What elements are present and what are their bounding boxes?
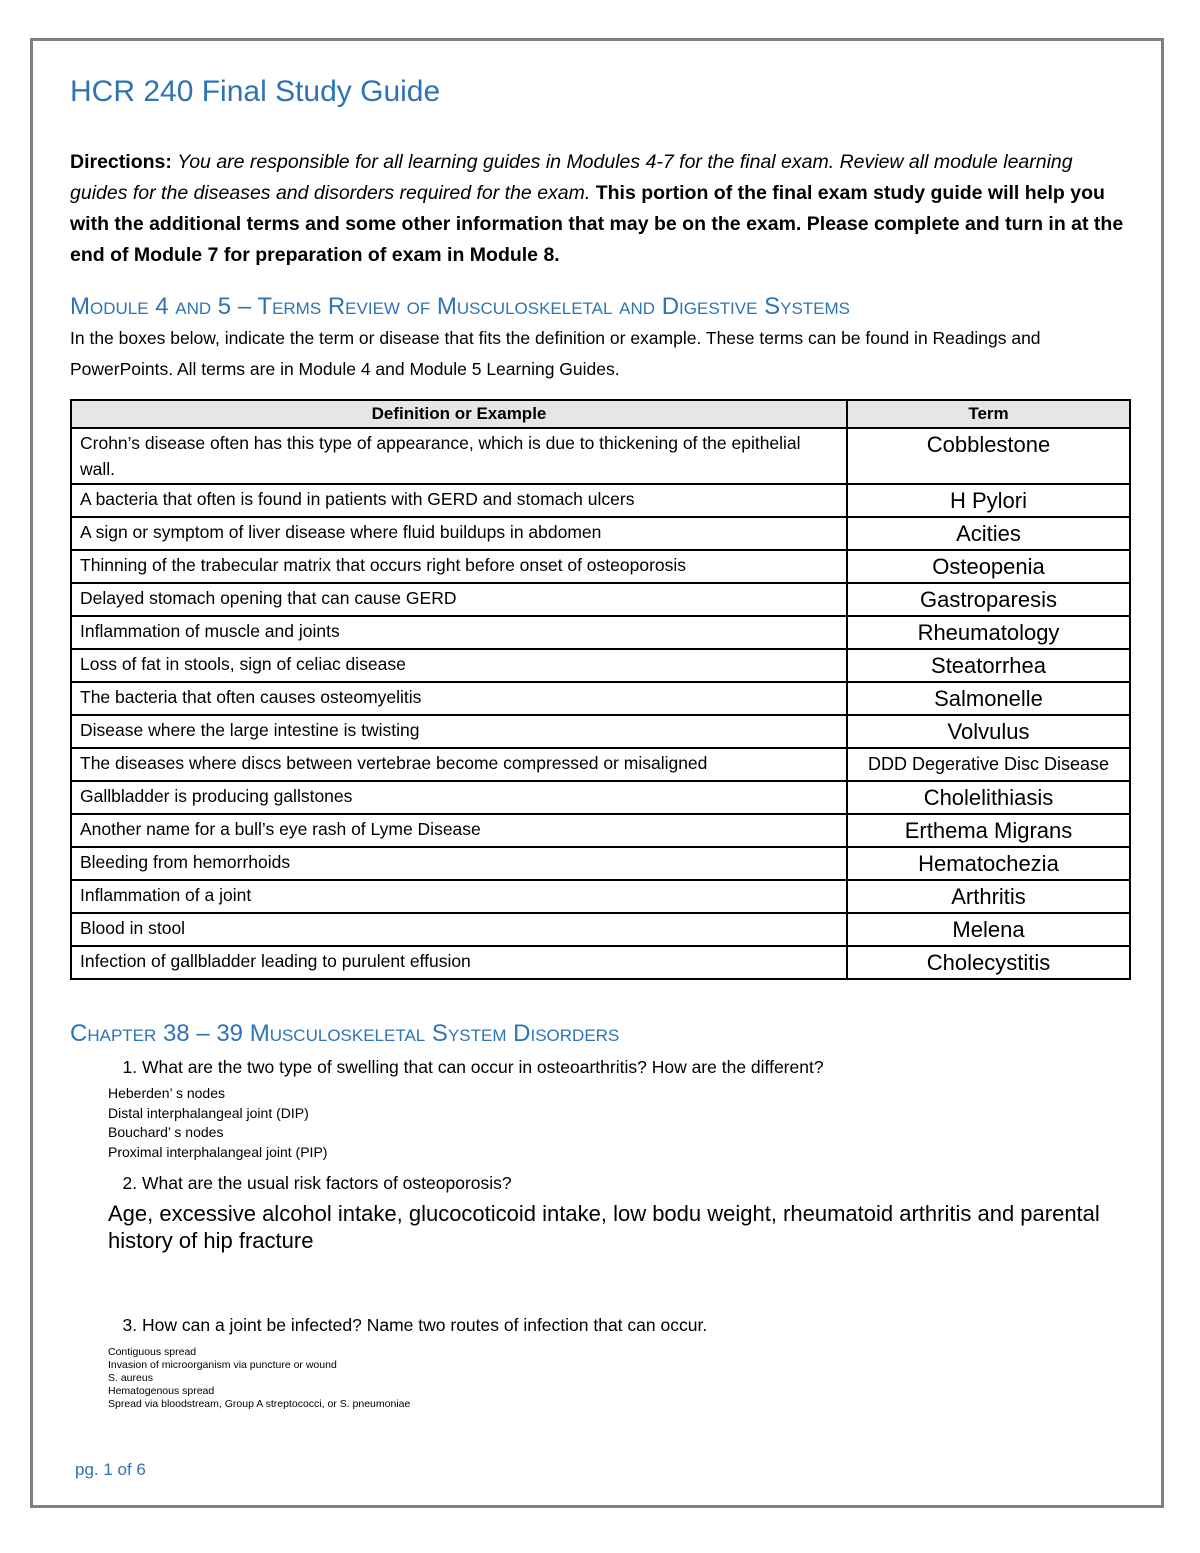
answer-line: Age, excessive alcohol intake, glucocoticoid intake, low bodu weight, rheumatoid arthritis and parental history of hip fracture bbox=[108, 1201, 1100, 1253]
term-cell: Cholelithiasis bbox=[847, 781, 1130, 814]
table-header-row bbox=[71, 400, 1130, 428]
answer-block bbox=[108, 1084, 1130, 1162]
directions-label: Directions: bbox=[70, 151, 172, 173]
module-section-heading: Module 4 and 5 – Terms Review of Musculoskeletal and Digestive Systems bbox=[70, 293, 851, 320]
question-text: How can a joint be infected? Name two routes of infection that can occur. bbox=[142, 1315, 708, 1335]
definition-cell: Loss of fat in stools, sign of celiac disease bbox=[71, 649, 847, 682]
table-row bbox=[71, 715, 1130, 748]
definition-cell: Infection of gallbladder leading to purulent effusion bbox=[71, 946, 847, 979]
definition-cell: Delayed stomach opening that can cause GERD bbox=[71, 583, 847, 616]
page-content bbox=[70, 75, 1130, 1411]
page-number: pg. 1 of 6 bbox=[75, 1460, 146, 1479]
table-row bbox=[71, 517, 1130, 550]
table-row bbox=[71, 428, 1130, 484]
table-row bbox=[71, 616, 1130, 649]
definition-cell: Inflammation of muscle and joints bbox=[71, 616, 847, 649]
header-term: Term bbox=[847, 400, 1130, 428]
question-item bbox=[108, 1312, 1130, 1411]
table-row bbox=[71, 748, 1130, 781]
header-definition: Definition or Example bbox=[71, 400, 847, 428]
chapter-section-heading: Chapter 38 – 39 Musculoskeletal System Disorders bbox=[70, 1020, 620, 1047]
answer-line: S. aureus bbox=[108, 1372, 153, 1384]
table-row bbox=[71, 682, 1130, 715]
term-cell: Steatorrhea bbox=[847, 649, 1130, 682]
term-cell: Osteopenia bbox=[847, 550, 1130, 583]
definition-cell: Gallbladder is producing gallstones bbox=[71, 781, 847, 814]
term-cell: Erthema Migrans bbox=[847, 814, 1130, 847]
table-row bbox=[71, 913, 1130, 946]
table-row bbox=[71, 781, 1130, 814]
definition-cell: Thinning of the trabecular matrix that occurs right before onset of osteoporosis bbox=[71, 550, 847, 583]
table-row bbox=[71, 880, 1130, 913]
term-cell: H Pylori bbox=[847, 484, 1130, 517]
term-cell: Cobblestone bbox=[847, 428, 1130, 484]
definition-cell: Disease where the large intestine is twisting bbox=[71, 715, 847, 748]
question-list bbox=[70, 1054, 1130, 1411]
answer-block bbox=[108, 1346, 1130, 1411]
table-row bbox=[71, 814, 1130, 847]
definition-cell: The bacteria that often causes osteomyelitis bbox=[71, 682, 847, 715]
answer-line: Distal interphalangeal joint (DIP) bbox=[108, 1104, 309, 1121]
question-text: What are the two type of swelling that can occur in osteoarthritis? How are the different? bbox=[142, 1057, 824, 1077]
term-cell: DDD Degerative Disc Disease bbox=[847, 748, 1130, 781]
module-instructions: In the boxes below, indicate the term or disease that fits the definition or example. These terms can be found in Readings and PowerPoints. All terms are in Module 4 and Module 5 Learning Guides. bbox=[70, 328, 1041, 379]
question-text: What are the usual risk factors of osteoporosis? bbox=[142, 1173, 512, 1193]
answer-block bbox=[108, 1200, 1130, 1254]
term-cell: Hematochezia bbox=[847, 847, 1130, 880]
directions-bold-text: This portion of the final exam study guide will help you with the additional terms and some other information that may be on the exam. Please complete and turn in at the end of Module 7 for preparation of exam in Module 8. bbox=[70, 182, 1124, 266]
term-cell: Acities bbox=[847, 517, 1130, 550]
question-item bbox=[108, 1054, 1130, 1162]
term-cell: Cholecystitis bbox=[847, 946, 1130, 979]
term-cell: Volvulus bbox=[847, 715, 1130, 748]
definition-cell: Blood in stool bbox=[71, 913, 847, 946]
answer-line: Spread via bloodstream, Group A streptococci, or S. pneumoniae bbox=[108, 1398, 411, 1410]
definition-cell: A bacteria that often is found in patients with GERD and stomach ulcers bbox=[71, 484, 847, 517]
table-row bbox=[71, 649, 1130, 682]
table-row bbox=[71, 484, 1130, 517]
question-item bbox=[108, 1170, 1130, 1254]
definition-cell: Another name for a bull’s eye rash of Lyme Disease bbox=[71, 814, 847, 847]
table-row bbox=[71, 550, 1130, 583]
table-row bbox=[71, 847, 1130, 880]
answer-line: Hematogenous spread bbox=[108, 1385, 215, 1397]
page-title: HCR 240 Final Study Guide bbox=[70, 75, 441, 108]
definition-cell: Crohn’s disease often has this type of appearance, which is due to thickening of the epithelial wall. bbox=[71, 428, 847, 484]
term-cell: Salmonelle bbox=[847, 682, 1130, 715]
term-cell: Rheumatology bbox=[847, 616, 1130, 649]
answer-line: Contiguous spread bbox=[108, 1346, 197, 1358]
definition-cell: A sign or symptom of liver disease where fluid buildups in abdomen bbox=[71, 517, 847, 550]
term-cell: Melena bbox=[847, 913, 1130, 946]
directions-paragraph bbox=[70, 147, 1130, 271]
definition-cell: Inflammation of a joint bbox=[71, 880, 847, 913]
definition-cell: Bleeding from hemorrhoids bbox=[71, 847, 847, 880]
answer-line: Heberden’ s nodes bbox=[108, 1085, 226, 1101]
answer-line: Proximal interphalangeal joint (PIP) bbox=[108, 1143, 328, 1160]
table-row bbox=[71, 946, 1130, 979]
answer-line: Bouchard’ s nodes bbox=[108, 1124, 224, 1140]
directions-italic-text: You are responsible for all learning guides in Modules 4-7 for the final exam. Review all module learning guides for the diseases and disorders required for the exam. bbox=[70, 151, 1073, 204]
definition-cell: The diseases where discs between vertebrae become compressed or misaligned bbox=[71, 748, 847, 781]
term-cell: Gastroparesis bbox=[847, 583, 1130, 616]
term-cell: Arthritis bbox=[847, 880, 1130, 913]
terms-table bbox=[70, 399, 1131, 980]
answer-line: Invasion of microorganism via puncture or wound bbox=[108, 1359, 337, 1371]
table-row bbox=[71, 583, 1130, 616]
